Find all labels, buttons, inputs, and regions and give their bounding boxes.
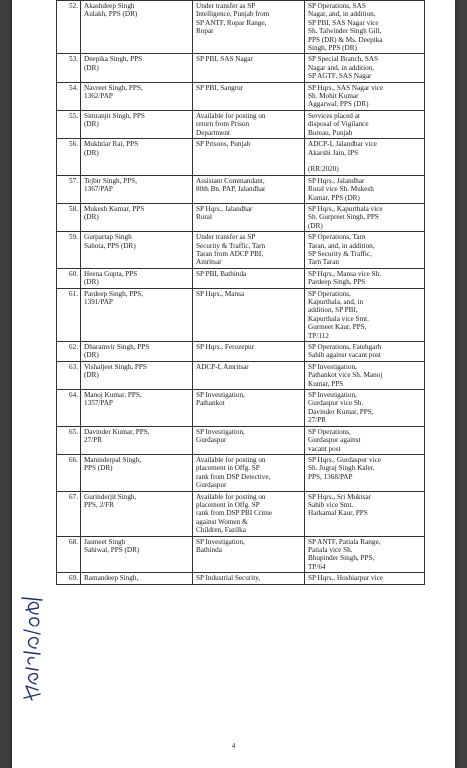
officer-name-line: Dharamvir Singh, PPS [84,343,150,352]
officer-name-line: Mukesh Kumar, PPS [84,204,145,213]
new-posting-line: PPS (DR) & Ms. Deepika [308,35,383,44]
officer-name-line: Maninderpal Singh, [84,455,142,464]
present-posting-line: 80th Bn. PAP, Jalandhar [196,185,266,194]
present-posting [193,268,305,288]
new-posting-line: SP Operations, [308,289,351,298]
new-posting [305,342,425,362]
new-posting-line: Kumar, PPS [308,379,344,388]
present-posting-line: against Women & [196,517,248,526]
serial-number: 62. [57,342,81,362]
new-posting-line: Pardeep Singh, PPS [308,278,366,287]
present-posting [193,342,305,362]
table-row [57,536,425,573]
new-posting-line: Taran, and, in addition, [308,241,375,250]
new-posting-line: Nagar and, in addition, [308,63,375,72]
officer-name [81,573,193,584]
new-posting-line: Nagar, and, in addition, [308,10,376,19]
new-posting [305,82,425,110]
new-posting-line: 27/PR [308,416,326,425]
present-posting [193,1,305,54]
present-posting-line: Security & Traffic, Tarn [196,241,266,250]
table-row [57,54,425,82]
present-posting-line: SP Industrial Security, [196,574,261,583]
present-posting-line: SP Hqrs., Jalandhar [196,204,253,213]
serial-number: 59. [57,232,81,269]
serial-number: 60. [57,268,81,288]
serial-number: 67. [57,491,81,536]
new-posting-line: SP Operations, Fatehgarh [308,343,382,352]
signature-image [18,594,48,704]
new-posting-line: Gurdaspur vice Sh. [308,399,364,408]
present-posting [193,54,305,82]
new-posting [305,54,425,82]
new-posting [305,175,425,203]
page-number: 4 [231,742,236,750]
serial-number: 65. [57,426,81,454]
present-posting-line: rank from DSP Detective, [196,472,271,481]
new-posting-line: Rural vice Sh. Mukesh [308,185,374,194]
new-posting-line: SP Hqrs., Hoshiarpur vice [308,574,383,583]
present-posting-line: SP Investigation, [196,537,245,546]
new-posting-line: SP AGTF, SAS Nagar [308,72,372,81]
table-row [57,232,425,269]
table-row [57,454,425,491]
new-posting [305,1,425,54]
officer-name-line: (DR) [84,351,99,360]
present-posting [193,573,305,584]
present-posting-line: Amritsar [196,258,222,267]
officer-name [81,268,193,288]
serial-number: 64. [57,390,81,427]
new-posting-line: Pathankot vice Sh. Manoj [308,371,383,380]
new-posting-line: Gurmeet Kaur, PPS, [308,323,367,332]
new-posting-line: SP Investigation, [308,391,357,400]
officer-name-line: Simranjit Singh, PPS [84,111,145,120]
serial-number: 57. [57,175,81,203]
present-posting-line: SP PBI, SAS Nagar [196,55,253,64]
officer-name [81,203,193,231]
officer-name-line: Tejbir Singh, PPS, [84,176,138,185]
new-posting-line: ADCP-I, Jalandhar vice [308,140,377,149]
new-posting-line: Sh. Mohit Kumar [308,92,359,101]
new-posting-line: TP/112 [308,331,329,340]
serial-number: 69. [57,573,81,584]
present-posting-line: return from Prison [196,120,250,129]
new-posting [305,491,425,536]
officer-name-line: Deepika Singh, PPS [84,55,143,64]
officer-name-line: 1362/PAP [84,92,113,101]
present-posting-line: SP Investigation, [196,391,245,400]
table-row [57,175,425,203]
officer-name-line: 1367/PAP [84,185,113,194]
new-posting-line: Gurdaspur against [308,436,361,445]
present-posting [193,536,305,573]
officer-name-line: (DR) [84,148,99,157]
present-posting [193,175,305,203]
officer-name [81,288,193,341]
new-posting-line: (RR:2020) [308,165,339,174]
present-posting-line: SP Hqrs., Ferozepur [196,343,255,352]
serial-number: 68. [57,536,81,573]
present-posting [193,82,305,110]
present-posting-line: Ropar [196,27,214,36]
new-posting-line: addition, SP PBI, [308,306,358,315]
table-row [57,288,425,341]
table-row [57,426,425,454]
table-row [57,491,425,536]
new-posting [305,268,425,288]
present-posting-line: Rural [196,213,212,222]
officer-name-line: (DR) [84,213,99,222]
officer-name [81,1,193,54]
officer-name-line: Jasmeet Singh [84,537,126,546]
table-row [57,110,425,138]
officer-name [81,54,193,82]
present-posting-line: Assistant Commandant, [196,176,265,185]
new-posting [305,361,425,389]
new-posting [305,139,425,176]
new-posting-line: SP Hqrs., Jalandhar [308,176,365,185]
new-posting-line: Sahib vice Smt. [308,500,354,509]
serial-number: 55. [57,110,81,138]
new-posting-line: Sh. Talwinder Singh Gill, [308,27,382,36]
present-posting-line: SP Hqrs., Mansa [196,289,245,298]
present-posting-line: Department [196,128,230,137]
new-posting-line: (DR) [308,221,323,230]
new-posting-line: Tarn Taran [308,258,339,267]
new-posting-line: Kumar, PPS (DR) [308,193,360,202]
officer-name [81,232,193,269]
table-row [57,573,425,584]
transfer-orders-table [56,0,425,585]
present-posting-line: ADCP-I, Amritsar [196,362,249,371]
serial-number: 61. [57,288,81,341]
new-posting-line: disposal of Vigilance [308,120,369,129]
new-posting-line: Akarshi Jain, IPS [308,148,359,157]
new-posting-line: Sh. Jugraj Singh Kaler, [308,464,375,473]
present-posting-line: SP PBI, Bathinda [196,269,247,278]
present-posting-line: SP PBI, Sangrur [196,83,244,92]
serial-number: 66. [57,454,81,491]
serial-number: 56. [57,139,81,176]
new-posting [305,390,425,427]
new-posting-line: Singh, PPS (DR) [308,44,357,53]
officer-name-line: 27/PR [84,436,102,445]
officer-name-line: 1357/PAP [84,399,113,408]
new-posting-line: SP Investigation, [308,362,357,371]
officer-name-line: PPS, 2/FR [84,500,114,509]
present-posting [193,491,305,536]
present-posting-line: SP Investigation, [196,427,245,436]
new-posting-line: SP ANTF, Patiala Range, [308,537,381,546]
new-posting-line: Kapurthala, and, in [308,298,364,306]
present-posting-line: Children, Fazilka [196,526,246,535]
serial-number: 54. [57,82,81,110]
new-posting-line: SP Operations, Tarn [308,233,366,242]
new-posting [305,232,425,269]
officer-name [81,390,193,427]
present-posting-line: Gurdaspur [196,436,227,445]
officer-name-line: Gurinderjit Singh, [84,492,137,501]
officer-name-line: Navreet Singh, PPS, [84,83,143,92]
new-posting-line: Kapurthala vice Smt. [308,314,369,323]
present-posting-line: placement in Offg. SP [196,464,260,473]
officer-name-line: (DR) [84,120,99,129]
officer-name [81,361,193,389]
new-posting [305,203,425,231]
officer-name-line: (DR) [84,63,99,72]
table-row [57,268,425,288]
present-posting-line: Pathankot [196,399,225,408]
officer-name [81,110,193,138]
new-posting-line: TP/64 [308,562,326,571]
new-posting-line [308,157,422,165]
table-body [57,1,425,585]
document-page [12,0,455,768]
officer-name [81,426,193,454]
officer-name-line: (DR) [84,278,99,287]
new-posting-line: SP Hqrs., Gurdaspur vice [308,455,381,464]
officer-name-line: Ramandeep Singh, [84,574,139,583]
table-row [57,203,425,231]
present-posting [193,232,305,269]
new-posting [305,288,425,341]
table-row [57,361,425,389]
new-posting-line: vacant post [308,444,341,453]
present-posting [193,110,305,138]
new-posting-line: Davinder Kumar, PPS, [308,407,374,416]
new-posting [305,454,425,491]
present-posting-line: Gurdaspur [196,481,227,490]
officer-name-line: Sahiwal, PPS (DR) [84,545,140,554]
present-posting [193,361,305,389]
present-posting [193,203,305,231]
table-row [57,1,425,54]
present-posting-line: Intelligence, Punjab from [196,10,270,19]
officer-name [81,342,193,362]
new-posting-line: SP Operations, SAS [308,2,366,10]
present-posting [193,426,305,454]
present-posting-line: Taran from ADCP PBI, [196,249,264,258]
officer-name-line: Vishaljeet Singh, PPS [84,362,147,371]
present-posting-line: Available for posting on [196,111,266,120]
officer-name [81,139,193,176]
new-posting-line: SP Hqrs., SAS Nagar vice [308,83,384,92]
officer-name-line: Pardeep Singh, PPS, [84,289,144,298]
present-posting-line: Available for posting on [196,455,266,464]
present-posting-line: SP ANTF, Ropar Range, [196,18,267,27]
present-posting-line: Available for posting on [196,492,266,501]
officer-name [81,454,193,491]
officer-name-line: Davinder Kumar, PPS, [84,427,150,436]
officer-name [81,536,193,573]
new-posting-line: SP Hqrs., Sri Muktsar [308,492,372,501]
new-posting-line: Sahib against vacant post [308,351,381,360]
present-posting [193,454,305,491]
new-posting-line: SP Hqrs., Mansa vice Sh. [308,269,382,278]
new-posting-line: Bureau, Punjab [308,128,353,137]
present-posting-line: Under transfer as SP [196,2,256,10]
present-posting-line: placement in Offg. SP [196,500,260,509]
officer-name-line: Aulakh, PPS (DR) [84,10,138,19]
present-posting-line: SP Prisons, Punjab [196,140,251,149]
officer-name-line: Heena Gupta, PPS [84,269,138,278]
serial-number: 52. [57,1,81,54]
new-posting-line: PPS, 1368/PAP [308,472,353,481]
officer-name-line: PPS (DR) [84,464,113,473]
officer-name-line: Manoj Kumar, PPS, [84,391,142,400]
new-posting-line: Services placed at [308,111,360,120]
table-row [57,139,425,176]
present-posting [193,390,305,427]
officer-name [81,175,193,203]
present-posting [193,288,305,341]
new-posting [305,536,425,573]
serial-number: 58. [57,203,81,231]
officer-name-line: Akashdeep Singh [84,2,135,10]
new-posting-line: SP Security & Traffic, [308,249,372,258]
new-posting-line: SP Special Branch, SAS [308,55,379,64]
new-posting [305,110,425,138]
officer-name [81,82,193,110]
officer-name-line: 1391/PAP [84,298,113,306]
present-posting-line: Under transfer as SP [196,233,256,242]
new-posting-line: Bhupinder Singh, PPS, [308,554,375,563]
table-row [57,390,425,427]
officer-name-line: (DR) [84,371,99,380]
new-posting [305,426,425,454]
present-posting-line: Bathinda [196,545,222,554]
new-posting-line: Aggarwal, PPS (DR) [308,100,369,109]
present-posting [193,139,305,176]
table-row [57,82,425,110]
officer-name [81,491,193,536]
serial-number: 63. [57,361,81,389]
serial-number: 53. [57,54,81,82]
new-posting-line: SP PBI, SAS Nagar vice [308,18,379,27]
new-posting-line: Harkamal Kaur, PPS [308,509,368,518]
new-posting-line: Sh. Gurpreet Singh, PPS [308,213,379,222]
officer-name-line: Mukhtiar Rai, PPS [84,140,139,149]
table-row [57,342,425,362]
new-posting-line: SP Operations, [308,427,351,436]
officer-name-line: Sahota, PPS (DR) [84,241,136,250]
officer-name-line: Gurpartap Singh [84,233,132,242]
new-posting-line: SP Hqrs., Kapurthala vice [308,204,383,213]
new-posting-line: Patiala vice Sh. [308,545,353,554]
present-posting-line: rank from DSP PBI Crime [196,509,272,518]
new-posting [305,573,425,584]
